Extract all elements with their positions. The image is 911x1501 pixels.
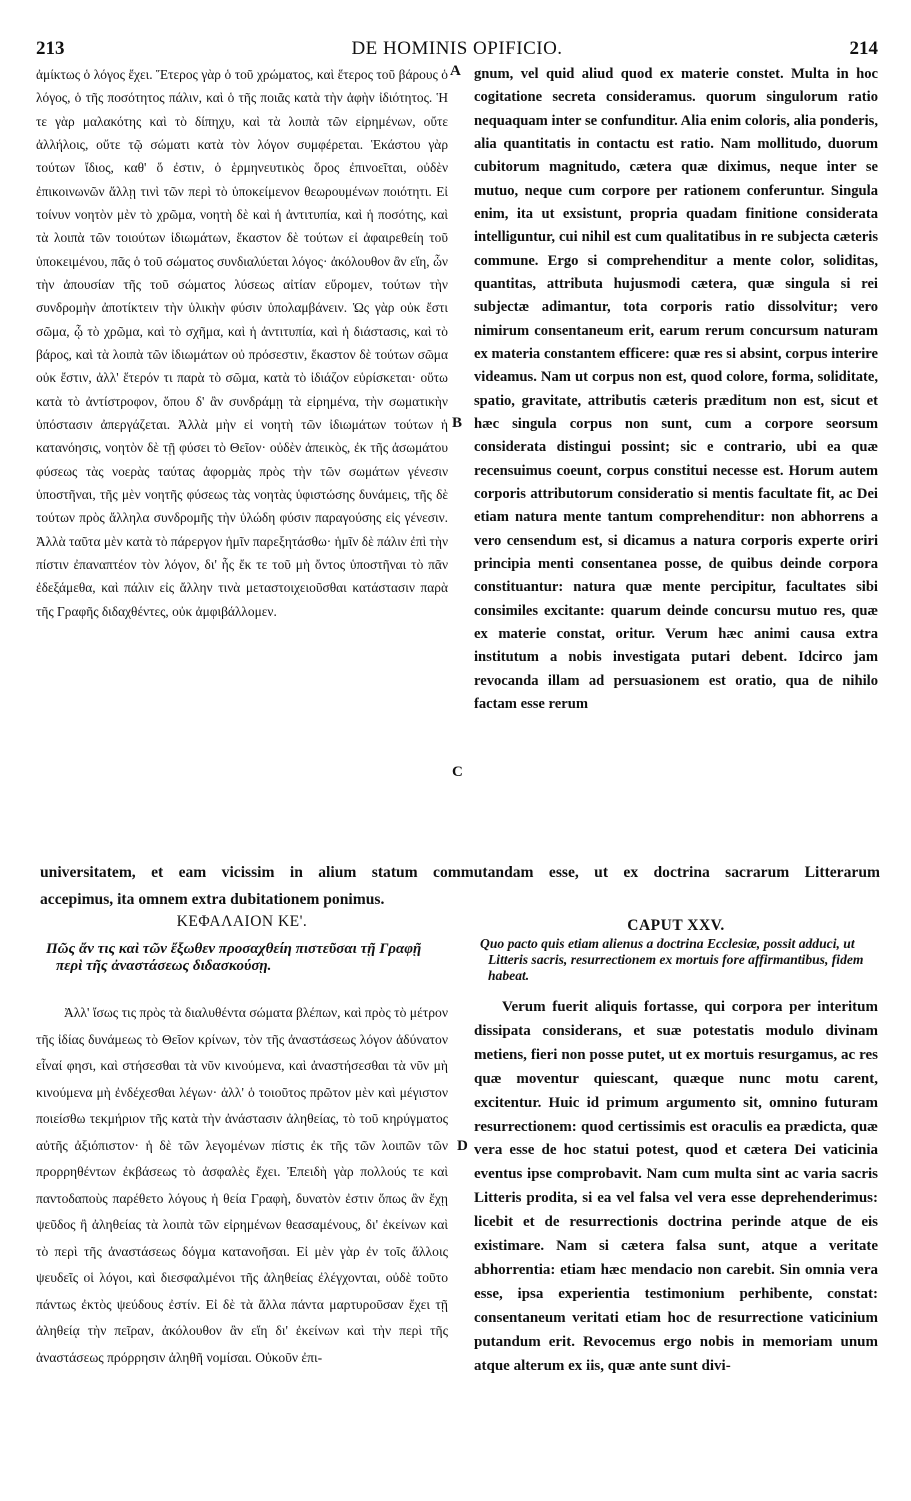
- latin-chapter-summary: Quo pacto quis etiam alienus a doctrina Ecclesiæ, possit adduci, ut Litteris sacris, resurrectionem ex mortuis fore affirmantibus, fidem habeat.: [480, 936, 864, 983]
- running-title: DE HOMINIS OPIFICIO.: [351, 38, 563, 59]
- greek-column-top: ἀμίκτως ὁ λόγος ἔχει. Ἕτερος γὰρ ὁ τοῦ χρώματος, καὶ ἕτερος τοῦ βάρους ὁ λόγος, ὁ τῆς ποσότητος πάλιν, καὶ ὁ τῆς ποιᾶς κατὰ τὴν ἀφὴν ἰδιότητος. Ἡ τε γὰρ μαλακότης καὶ τὸ δίπηχυ, καὶ τὰ λοιπὰ τῶν εἰρημένων, οὔτε ἀλλήλοις, οὔτε τῷ σώματι κατὰ τὸν λόγον συμφέρεται. Ἑκάστου γὰρ τούτων ἴδιος, καθ' ὅ ἐστιν, ὁ ἑρμηνευτικὸς ὅρος ἐπινοεῖται, οὐδὲν ἐπικοινωνῶν ἄλλῃ τινὶ τῶν περὶ τὸ ὑποκείμενον θεωρουμένων ποιότητι. Εἰ τοίνυν νοητὸν μὲν τὸ χρῶμα, νοητὴ δὲ καὶ ἡ ἀντιτυπία, καὶ ἡ ποσότης, καὶ τὰ λοιπὰ τῶν τοιούτων ἰδιωμάτων, ἕκαστον δὲ τούτων εἰ ἀφαιρεθείη τοῦ ὑποκειμένου, πᾶς ὁ τοῦ σώματος συνδιαλύεται λόγος· ἀκόλουθον ἂν εἴη, ὧν τὴν ἀπουσίαν τῆς τοῦ σώματος λύσεως αἰτίαν εὕρομεν, τούτων τὴν συνδρομὴν ἀποτίκτειν τὴν ὑλικὴν φύσιν ὑπολαμβάνειν. Ὡς γὰρ οὐκ ἔστι σῶμα, ᾧ τὸ χρῶμα, καὶ τὸ σχῆμα, καὶ ἡ ἀντιτυπία, καὶ ἡ διάστασις, καὶ τὸ βάρος, καὶ τὰ λοιπὰ τῶν ἰδιωμάτων οὐ πρόσεστιν, ἕκαστον δὲ τούτων σῶμα οὐκ ἔστιν, ἀλλ' ἕτερόν τι παρὰ τὸ σῶμα, κατὰ τὸ ἰδιάζον εὑρίσκεται· οὕτω κατὰ τὸ ἀντίστροφον, ὅπου δ' ἂν συνδράμῃ τὰ εἰρημένα, τὴν σωματικὴν ὑπόστασιν ἀπεργάζεται. Ἀλλὰ μὴν εἰ νοητὴ τῶν ἰδιωμάτων τούτων ἡ κατανόησις, νοητὸν δὲ τῇ φύσει τὸ Θεῖον· οὐδὲν ἀπεικὸς, ἐκ τῆς ἀσωμάτου φύσεως τὰς νοερὰς ταύτας ἀφορμὰς πρὸς τὴν τῶν σωμάτων γένεσιν ὑποστῆναι, τῆς μὲν νοητῆς φύσεως τὰς νοητὰς ὑφιστώσης δυνάμεις, τῆς δὲ τούτων πρὸς ἄλληλα συνδρομῆς τὴν ὑλώδη φύσιν παραγούσης εἰς γένεσιν. Ἀλλὰ ταῦτα μὲν κατὰ τὸ πάρεργον ἡμῖν παρεξητάσθω· ἡμῖν δὲ πάλιν ἐπὶ τὴν πίστιν ἐπαναπτέον τὸν λόγον, δι' ἧς ἔκ τε τοῦ μὴ ὄντος ὑποστῆναι τὸ πᾶν ἐδεξάμεθα, καὶ πάλιν εἰς ἄλλην τινὰ μεταστοιχειοῦσθαι κατάστασιν παρὰ τῆς Γραφῆς διδαχθέντες, οὐκ ἀμφιβάλλομεν.: [36, 67, 448, 619]
- greek-chapter-summary: Πῶς ἄν τις καὶ τῶν ἔξωθεν προσαχθείη πιστεῦσαι τῇ Γραφῇ περὶ τῆς ἀναστάσεως διδασκούσῃ.: [46, 941, 422, 974]
- margin-letter-c: C: [452, 764, 463, 780]
- page-number-left: 213: [36, 38, 65, 59]
- latin-column-top: gnum, vel quid aliud quod ex materie constet. Multa in hoc cogitatione secreta consideramus. quorum singulorum ratio nequaquam inter se confunditur. Alia enim coloris, alia ponderis, alia quantitatis in contactu est ratio. Nam mollitudo, duorum cubitorum magnitudo, cætera quæ diximus, neque inter se mutuo, neque cum corpore per rationem conferuntur. Singula enim, ita ut exsistunt, propria quadam finitione considerata intelliguntur, cui nihil est cum qualitatibus in re subjecta cæteris commune. Ergo si comprehenditur a mente color, soliditas, quantitas, attributa hujusmodi cætera, quæ singula si rei subjectæ adimantur, tota corporis ratio dissolvitur; vero nimirum consentaneum erit, earum rerum concursum naturam ex materia constantem efficere: quæ res si absint, corpus interire videamus. Nam ut corpus non est, quod colore, forma, soliditate, spatio, gravitate, attributis cæteris præditum non est, sicut et hæc singula corpus non sunt, cum a corpore seorsum considerata distingui possint; sic e contrario, ubi ea quæ recensuimus coeunt, corpus constitui necesse est. Horum autem corporis attributorum consideratio si mentis facultate fit, ac Dei etiam natura mente tantum comprehenditur: non abhorrens a vero censendum est, si dicamus a natura corporis experte oriri principia menti consentanea posse, de quibus deinde corpora constituantur: natura quæ mente percipitur, facultates sibi consimiles excitante: quarum deinde concursu mutuo res, quæ ex materie constat, oritur. Verum hæc animi causa extra institutum a nobis investigata putari debent. Idcirco jam revocanda illam ad persuasionem est oratio, qua de nihilo factam esse rerum: [474, 66, 878, 712]
- greek-column-body: Ἀλλ' ἴσως τις πρὸς τὰ διαλυθέντα σώματα βλέπων, καὶ πρὸς τὸ μέτρον τῆς ἰδίας δυνάμεως τὸ Θεῖον κρίνων, τὸν τῆς ἀναστάσεως λόγον ἀδύνατον εἶναί φησι, καὶ στήσεσθαι τὰ νῦν κινούμενα, καὶ ἀναστήσεσθαι τὰ νῦν μὴ κινούμενα μὴ ἐνδέχεσθαι λέγων· ἀλλ' ὁ τοιοῦτος πρῶτον μὲν καὶ μέγιστον ποιείσθω τεκμήριον τῆς κατὰ τὴν ἀνάστασιν ἀληθείας, τὸ τοῦ κηρύγματος αὐτῆς ἀξιόπιστον· ἡ δὲ τῶν λεγομένων πίστις ἐκ τῆς τῶν λοιπῶν τῶν προρρηθέντων ἐκβάσεως τὸ ἀσφαλὲς ἔχει. Ἐπειδὴ γὰρ πολλούς τε καὶ παντοδαποὺς παρέθετο λόγους ἡ θεία Γραφὴ, δυνατὸν ἐστιν ὅπως ἂν ἔχῃ ψεῦδος ἢ ἀληθείας τὰ λοιπὰ τῶν εἰρημένων θεασαμένους, δι' ἐκείνων καὶ τὸ περὶ τῆς ἀναστάσεως δόγμα κατανοῆσαι. Εἰ μὲν γὰρ ἐν τοῖς ἄλλοις ψευδεῖς οἱ λόγοι, καὶ διεσφαλμένοι τῆς ἀληθείας ἐλέγχονται, οὐδὲ τοῦτο πάντως ἐκτὸς ψεύδους ἐστίν. Εἰ δὲ τὰ ἄλλα πάντα μαρτυροῦσαν ἔχει τῇ ἀληθείᾳ τὴν πεῖραν, ἀκόλουθον ἂν εἴη δι' ἐκείνων καὶ τὴν περὶ τῆς ἀναστάσεως πρόρρησιν ἀληθῆ νομίσαι. Οὐκοῦν ἐπι-: [36, 1005, 448, 1365]
- page-number-right: 214: [849, 38, 878, 59]
- margin-letter-b: B: [452, 415, 463, 431]
- joint-latin-line-end: accepimus, ita omnem extra dubitationem ponimus.: [40, 891, 385, 908]
- latin-column-body: Verum fuerit aliquis fortasse, qui corpora per interitum dissipata considerans, et suæ potestatis modulo divinam metiens, fieri non posse putet, ut ex mortuis resurgamus, ac res quæ moventur quiescant, quæque nunc motu carent, excitentur. Huic id primum argumento sit, omnino futuram resurrectionem: quod certissimis est oraculis ea prædicta, quæ vera esse de hoc statui potest, quod et cætera Dei vaticinia eventus ipse comprobavit. Nam cum multa sint ac varia sacris Litteris prodita, si ea vel falsa vel vera esse deprehenderimus: licebit et de resurrectionis doctrina perinde atque de eis existimare. Nam si cætera falsa sunt, atque a veritate abhorrentia: etiam hæc mendacio non carebit. Sin omnia vera esse, ipsa experientia testimonium perhibente, constat: consentaneum veritati etiam hoc de resurrectione vaticinium putandum erit. Revocemus ergo nobis in memoriam unum atque alterum ex iis, quæ ante sunt divi-: [474, 999, 878, 1374]
- margin-letter-d: D: [457, 1138, 468, 1154]
- latin-chapter-heading: CAPUT XXV.: [627, 917, 725, 934]
- page-header: [36, 38, 878, 60]
- joint-latin-line: universitatem, et eam vicissim in alium statum commutandam esse, ut ex doctrina sacrarum Litterarum: [40, 864, 880, 881]
- greek-chapter-heading: ΚΕΦΑΛΑΙΟΝ ΚΕ'.: [176, 913, 308, 930]
- margin-letter-a: A: [450, 63, 461, 79]
